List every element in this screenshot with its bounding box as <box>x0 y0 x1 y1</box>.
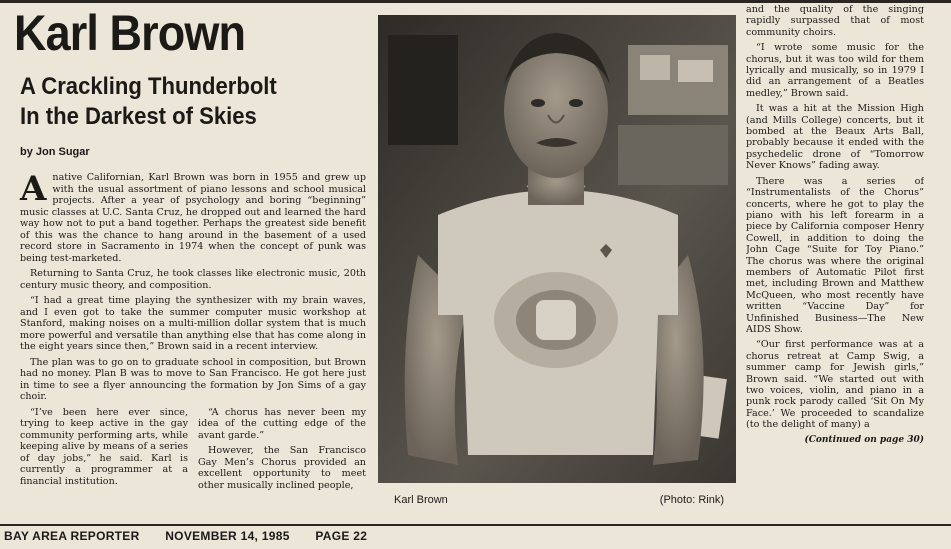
continued-note: (Continued on page 30) <box>804 434 924 445</box>
subhead-line-1: A Crackling Thunderbolt <box>20 73 277 100</box>
split-columns <box>20 407 366 496</box>
caption-credit: (Photo: Rink) <box>659 494 724 506</box>
lead-paragraph-wrap <box>14 169 366 264</box>
paragraph-5b: “A chorus has never been my idea of the cutting edge of the avant garde.” <box>198 406 366 441</box>
subhead-line-2: In the Darkest of Skies <box>20 103 257 130</box>
top-rule <box>0 0 951 3</box>
paragraph-5a: “I’ve been here ever since, trying to keep active in the gay community performing arts, while keeping alive by means of a series of day jobs,” he said. Karl is currently a programmer at a financial institution. <box>20 406 188 487</box>
headline: Karl Brown <box>14 6 246 61</box>
photo-caption <box>378 487 736 517</box>
footer-paper-name: BAY AREA REPORTER <box>4 529 140 543</box>
split-column-left <box>20 407 188 496</box>
article-right-column <box>746 4 924 526</box>
byline: by Jon Sugar <box>20 146 90 158</box>
drop-cap: A <box>20 169 47 209</box>
paragraph-r2: “I wrote some music for the chorus, but it was too wild for them lyrically and musically, so in 1979 I did an arrangement of a Beatles medley,” Brown said. <box>746 42 924 99</box>
paragraph-r3: It was a hit at the Mission High (and Mills College) concerts, but it bombed at the Beaux Arts Ball, probably because it ended with the psychedelic drone of “Tomorrow Never Knows” fading away. <box>746 103 924 172</box>
footer-date: NOVEMBER 14, 1985 <box>165 529 290 543</box>
paragraph-5c: However, the San Francisco Gay Men’s Chorus provided an excellent opportunity to meet other musically inclined people, <box>198 445 366 491</box>
paragraph-2: Returning to Santa Cruz, he took classes like electronic music, 20th century music theory, and composition. <box>20 268 366 291</box>
paragraph-r4: There was a series of “Instrumentalists of the Chorus” concerts, where he got to play the piano with his left forearm in a piece by California composer Henry Cowell, in addition to doing the John Cage “Suite for Toy Piano.” The chorus was where the original members of Automatic Pilot first met, including Brown and Matthew McQueen, who most recently have written “Vaccine Day” for Unfinished Business—The New AIDS Show. <box>746 175 924 335</box>
portrait-illustration <box>378 15 736 483</box>
paragraph-r1: and the quality of the singing rapidly surpassed that of most community choirs. <box>746 4 924 38</box>
subhead <box>20 72 338 132</box>
split-column-right <box>198 407 366 496</box>
paragraph-4: The plan was to go on to graduate school in composition, but Brown had no money. Plan B was to move to San Francisco. He got here just in time to see a flyer announcing the formation by Jon Sims of a gay choir. <box>20 356 366 402</box>
paragraph-1 <box>20 169 366 264</box>
article-left-column <box>14 6 366 522</box>
caption-name: Karl Brown <box>394 494 448 506</box>
footer <box>4 529 389 543</box>
paragraph-1-text: native Californian, Karl Brown was born in 1955 and grew up with the usual assortment of piano lessons and school musical projects. After a year of psychology and boring “beginning” music classes at U.C. Santa Cruz, he dropped out and learned the hard way how not to put a band together. Perhaps the greatest side benefit of this was the chance to hang around in the basement of a used record store in Sacramento in 1974 when the concept of punk was being test-marketed. <box>20 172 366 264</box>
portrait-photo <box>378 15 736 483</box>
paragraph-3: “I had a great time playing the synthesizer with my brain waves, and I even got to take the summer computer music workshop at Stanford, making noises on a multi-million dollar system that is much more powerful and versatile than anything else that has come along in the eight years since then,” Brown said in a recent interview. <box>20 295 366 352</box>
paragraph-r5: “Our first performance was at a chorus retreat at Camp Swig, a summer camp for Jewish girls,” Brown said. “We started out with two voices, violin, and piano in a punk rock parody called ‘Sit On My Face.’ We proceeded to scandalize (to the delight of many) a <box>746 339 924 431</box>
bottom-rule <box>0 524 951 526</box>
footer-page: PAGE 22 <box>315 529 368 543</box>
